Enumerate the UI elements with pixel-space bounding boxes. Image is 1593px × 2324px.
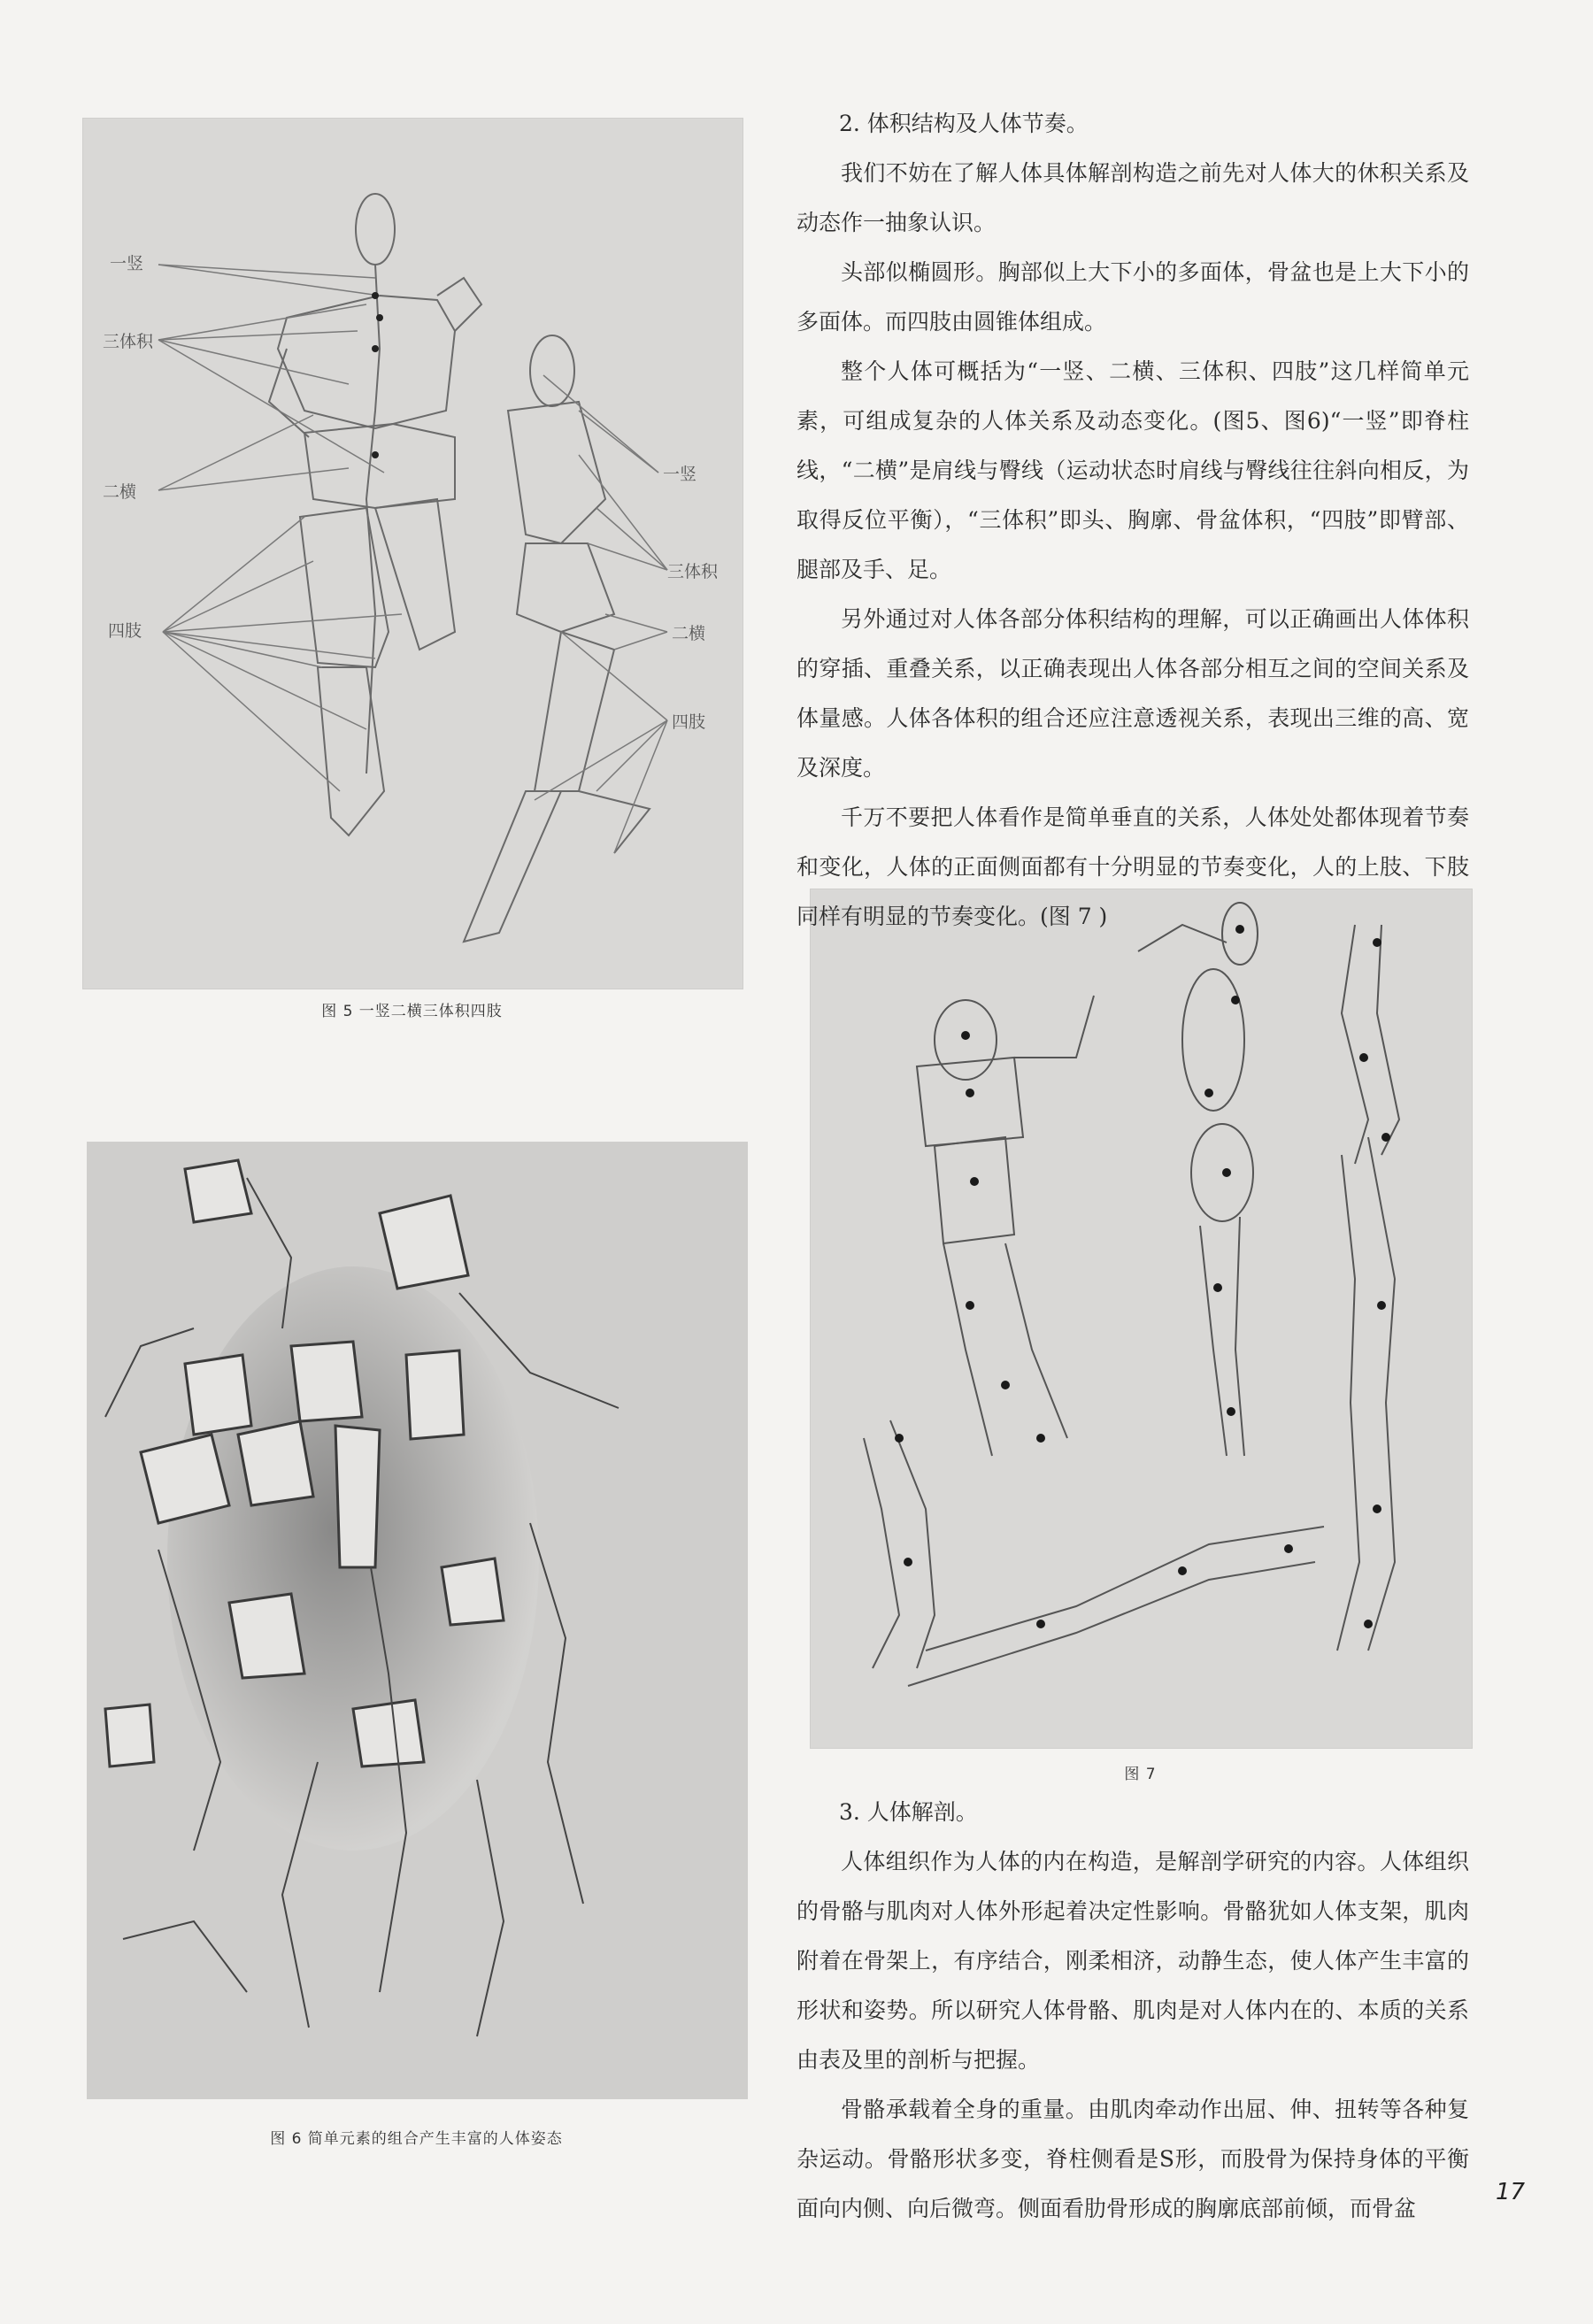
annotation-1: 一竖 xyxy=(110,254,144,273)
annotation-2: 三体积 xyxy=(103,332,154,351)
section-2-title: 2. 体积结构及人体节奏。 xyxy=(839,111,1089,136)
section-3-paragraph: 骨骼承载着全身的重量。由肌肉牵动作出屈、伸、扭转等各种复杂运动。骨骼形状多变，脊柱侧看是S形，而股骨为保持身体的平衡面向内侧、向后微弯。侧面看肋骨形成的胸廓底部前倾，而骨盆 xyxy=(796,2097,1469,2221)
figure-6-image xyxy=(87,1142,748,2099)
section-3 xyxy=(796,1788,1469,2234)
section-3-title: 3. 人体解剖。 xyxy=(839,1799,978,1825)
section-2-paragraph: 头部似椭圆形。胸部似上大下小的多面体，骨盆也是上大下小的多面体。而四肢由圆锥体组成。 xyxy=(796,259,1469,335)
annotation-7: 二横 xyxy=(672,624,706,643)
section-2 xyxy=(796,99,1469,942)
figure-5-caption: 图 5 一竖二横三体积四肢 xyxy=(321,1003,503,1020)
annotation-8: 四肢 xyxy=(672,712,706,732)
page-number: 17 xyxy=(1496,2179,1526,2205)
section-2-paragraph: 另外通过对人体各部分体积结构的理解，可以正确画出人体体积的穿插、重叠关系，以正确表现出人体各部分相互之间的空间关系及体量感。人体各体积的组合还应注意透视关系，表现出三维的高、宽及深度。 xyxy=(796,606,1469,781)
figure-5-sketch xyxy=(83,119,743,989)
figure-7-sketch xyxy=(811,889,1472,1748)
figure-5-image xyxy=(82,118,743,989)
section-2-paragraph: 整个人体可概括为“一竖、二横、三体积、四肢”这几样简单元素，可组成复杂的人体关系及动态变化。(图5、图6)“一竖”即脊柱线，“二横”是肩线与臀线（运动状态时肩线与臀线往往斜向相反，为取得反位平衡），“三体积”即头、胸廓、骨盆体积，“四肢”即臂部、腿部及手、足。 xyxy=(796,358,1469,582)
section-2-paragraph: 我们不妨在了解人体具体解剖构造之前先对人体大的休积关系及动态作一抽象认识。 xyxy=(796,160,1469,235)
annotation-5: 一竖 xyxy=(663,465,697,484)
figure-6-sketch xyxy=(88,1143,747,2098)
figure-7-image xyxy=(810,889,1473,1749)
section-2-paragraph: 千万不要把人体看作是简单垂直的关系，人体处处都体现着节奏和变化，人体的正面侧面都有十分明显的节奏变化，人的上肢、下肢同样有明显的节奏变化。(图 7 ) xyxy=(796,804,1469,929)
annotation-3: 二横 xyxy=(103,482,137,502)
annotation-6: 三体积 xyxy=(667,562,719,581)
figure-7-caption: 图 7 xyxy=(1124,1766,1157,1783)
annotation-4: 四肢 xyxy=(108,621,142,641)
figure-6-caption: 图 6 简单元素的组合产生丰富的人体姿态 xyxy=(270,2130,563,2148)
section-3-paragraph: 人体组织作为人体的内在构造，是解剖学研究的内容。人体组织的骨骼与肌肉对人体外形起着决定性影响。骨骼犹如人体支架，肌肉附着在骨架上，有序结合，刚柔相济，动静生态，使人体产生丰富的形状和姿势。所以研究人体骨骼、肌肉是对人体内在的、本质的关系由表及里的剖析与把握。 xyxy=(796,1849,1469,2073)
